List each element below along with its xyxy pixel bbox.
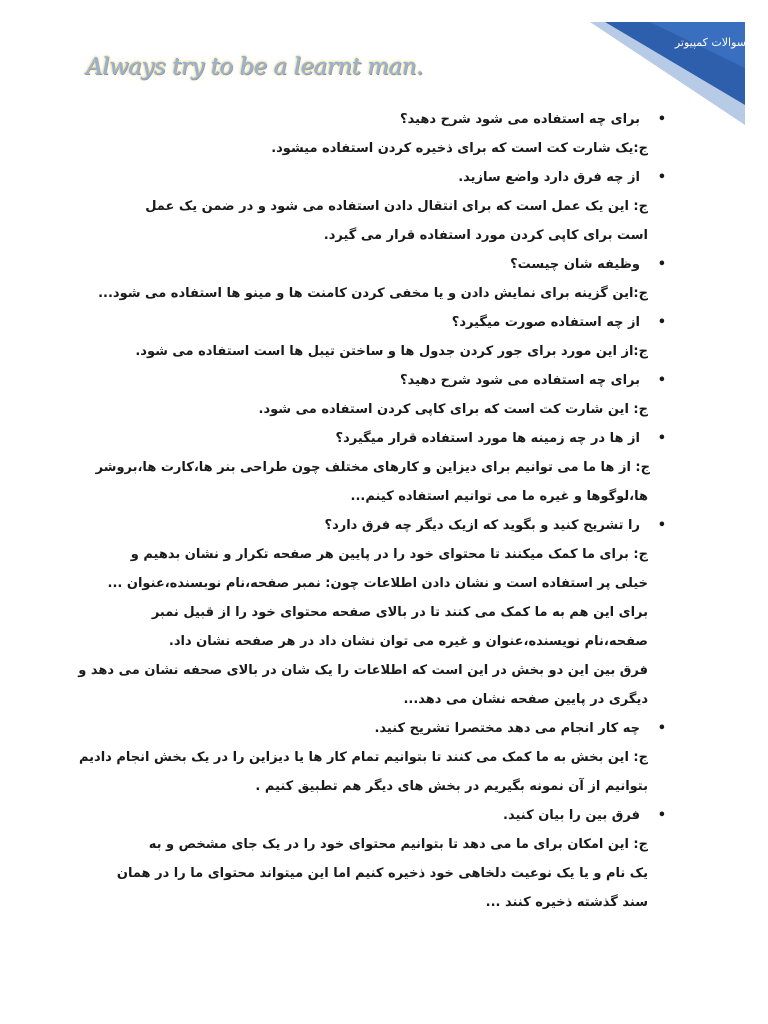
answer-line: ج: از ها ما می توانیم برای دیزاین و کارهای مختلف چون طراحی بنر ها،کارت ها،بروشر — [95, 460, 650, 475]
answer-line: است برای کاپی کردن مورد استفاده قرار می گیرد. — [323, 228, 648, 243]
question-line: • را تشریح کنید و بگوید که ازیک دیگر چه فرق دارد؟ — [325, 518, 640, 534]
answer-line: یک نام و یا یک نوعیت دلخاهی خود ذخیره کنیم اما این میتواند محتوای ما را در همان — [116, 866, 648, 881]
answer-line: خیلی پر استفاده است و نشان دادن اطلاعات چون: نمبر صفحه،نام نوبسنده،عنوان ... — [107, 576, 648, 591]
answer-line: بتوانیم از آن نمونه بگیریم در بخش های دیگر هم تطبیق کنیم . — [255, 779, 648, 794]
question-line: • فرق بین را بیان کنید. — [503, 808, 640, 824]
answer-line: سند گذشته ذخیره کنند ... — [485, 895, 648, 910]
answer-line: ج:یک شارت کت است که برای ذخیره کردن استفاده میشود. — [271, 141, 648, 156]
answer-line: ج: این بخش به ما کمک می کنند تا بتوانیم تمام کار ها یا دیزاین را در یک بخش انجام دادیم — [78, 750, 648, 765]
question-line: • وظیفه شان چیست؟ — [510, 257, 640, 273]
answer-line: ج: برای ما کمک میکنند تا محتوای خود را در پایین هر صفحه تکرار و نشان بدهیم و — [130, 547, 648, 562]
question-line: • چه کار انجام می دهد مختصرا تشریح کنید. — [374, 721, 640, 737]
question-line: • از چه فرق دارد واضع سازید. — [458, 170, 640, 186]
answer-line: فرق بین این دو بخش در این است که اطلاعات را یک شان در بالای صحفه نشان می دهد و — [78, 663, 648, 678]
answer-line: دیگری در پایین صفحه نشان می دهد... — [403, 692, 648, 707]
answer-line: صفحه،نام نویسنده،عنوان و غیره می توان نشان داد در هر صفحه نشان داد. — [168, 634, 648, 649]
motto-wordart: Always try to be a learnt man. — [86, 54, 423, 80]
answer-line: ها،لوگوها و غیره ما می توانیم استفاده کینم... — [350, 489, 648, 504]
answer-line: ج: این شارت کت است که برای کاپی کردن استفاده می شود. — [258, 402, 648, 417]
corner-title: سوالات کمپیوتر — [674, 36, 746, 49]
question-line: • برای چه استفاده می شود شرح دهید؟ — [400, 373, 640, 389]
question-line: • از چه استفاده صورت میگیرد؟ — [452, 315, 640, 331]
question-line: • از ها در چه زمینه ها مورد استفاده قرار میگیرد؟ — [336, 431, 640, 447]
answer-line: ج: این یک عمل است که برای انتقال دادن استفاده می شود و در ضمن یک عمل — [145, 199, 648, 214]
answer-line: برای این هم به ما کمک می کنند تا در بالای صفحه محتوای خود را از قبیل نمبر — [151, 605, 648, 620]
answer-line: ج:این گزینه برای نمایش دادن و یا مخفی کردن کامنت ها و مینو ها استفاده می شود... — [98, 286, 648, 301]
answer-line: ج:از این مورد برای جور کردن جدول ها و ساختن تیبل ها است استفاده می شود. — [135, 344, 648, 359]
question-line: • برای چه استفاده می شود شرح دهید؟ — [400, 112, 640, 128]
answer-line: ج: این امکان برای ما می دهد تا بتوانیم محتوای خود را در یک جای مشخص و به — [148, 837, 648, 852]
